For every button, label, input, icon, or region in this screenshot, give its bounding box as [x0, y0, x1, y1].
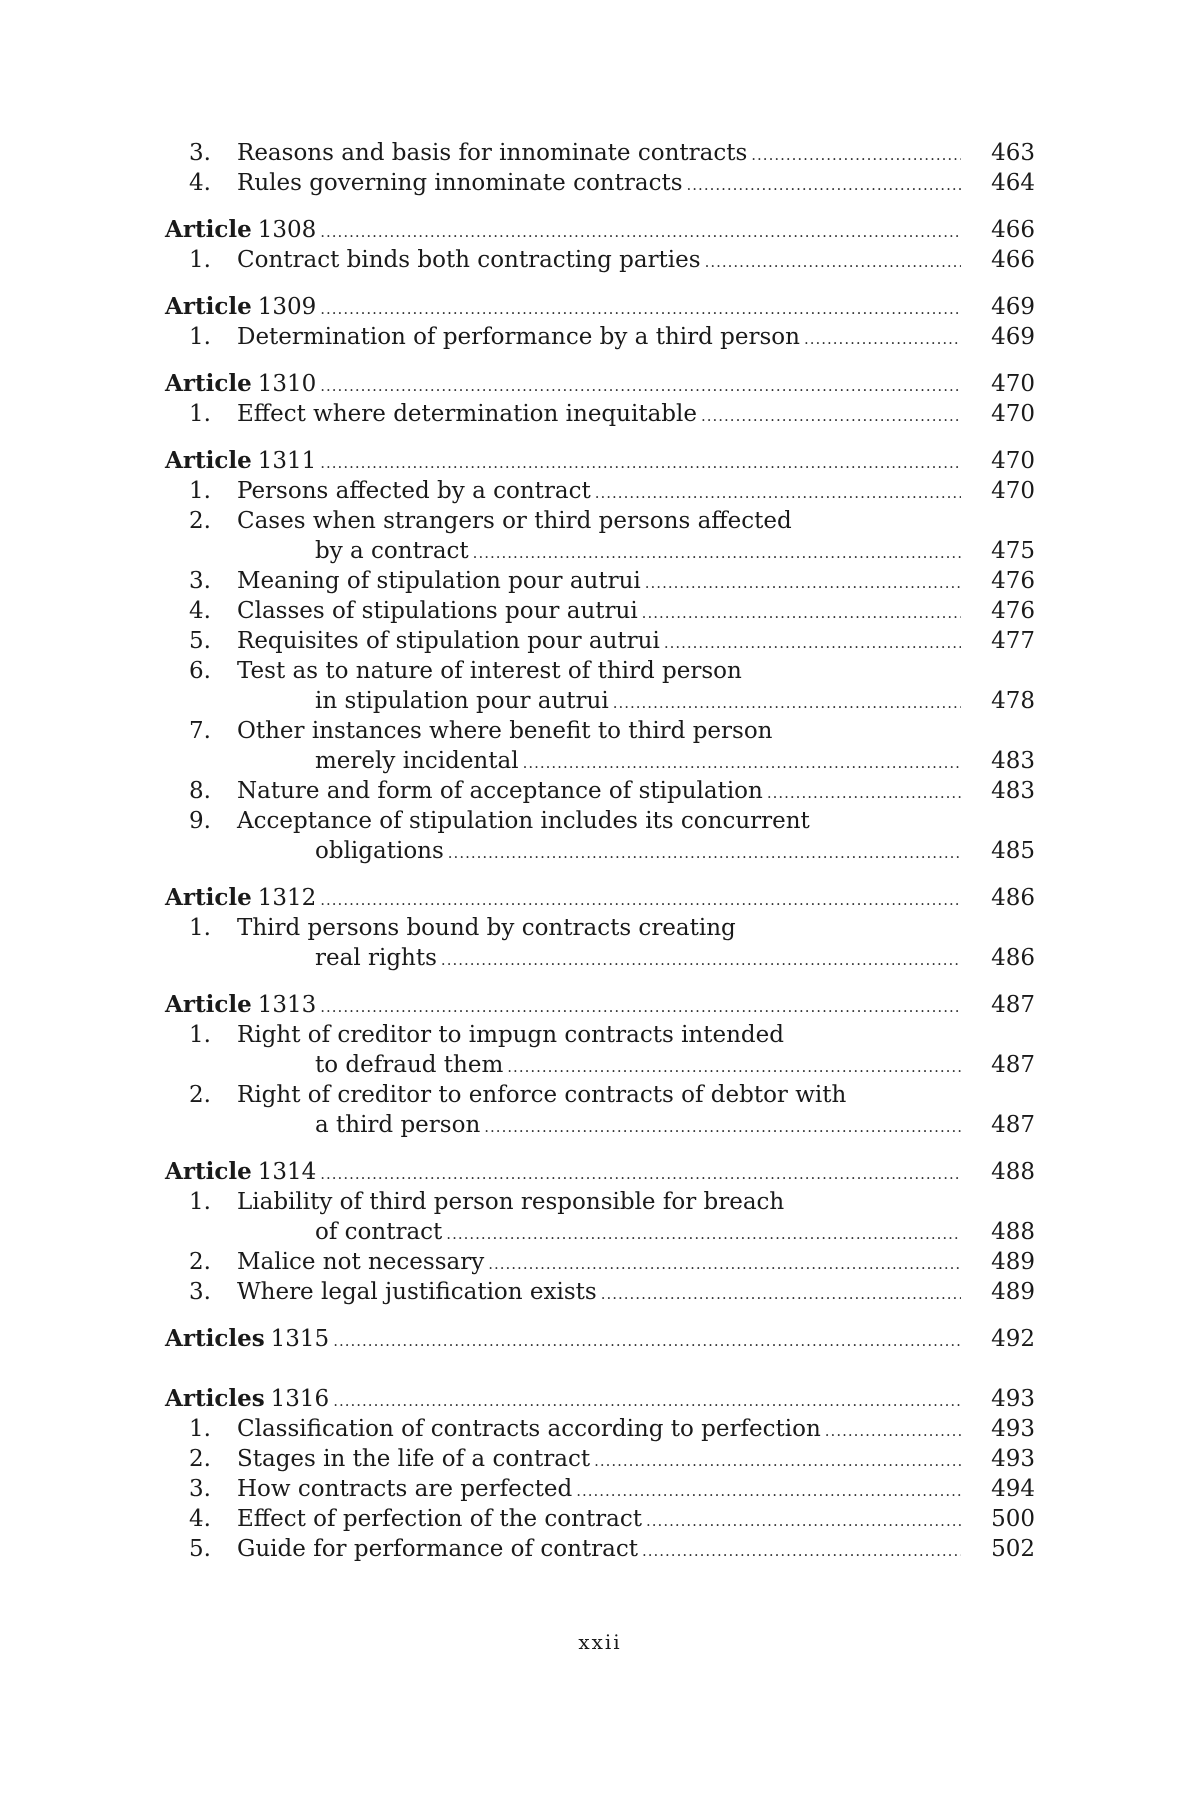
dot-leader: [767, 778, 961, 808]
toc-item-row: [165, 1187, 1035, 1217]
item-number: 4.: [189, 1506, 211, 1532]
item-title: Persons affected by a contract: [237, 478, 591, 504]
page-number: 485: [991, 838, 1035, 864]
item-number: 6.: [189, 658, 211, 684]
page-number: 470: [991, 478, 1035, 504]
item-title-continuation: a third person: [315, 1112, 481, 1138]
page-number: 489: [991, 1249, 1035, 1275]
toc-item-row: [165, 1247, 1035, 1277]
article-number: 1310: [257, 371, 317, 397]
toc-item-row: [165, 596, 1035, 626]
item-title: Third persons bound by contracts creating: [237, 915, 736, 941]
dot-leader: [687, 170, 961, 200]
dot-leader: [576, 1476, 961, 1506]
article-label: Article: [165, 884, 252, 911]
page-number: 486: [991, 885, 1035, 911]
item-title-continuation: by a contract: [315, 538, 469, 564]
dot-leader: [320, 294, 961, 324]
item-title: How contracts are perfected: [237, 1476, 573, 1502]
item-number: 3.: [189, 1279, 211, 1305]
toc-item-row: [165, 913, 1035, 943]
toc-item-row: [165, 1414, 1035, 1444]
toc-article-row: [165, 883, 1035, 913]
toc-item-row: [165, 806, 1035, 836]
page-number: 488: [991, 1159, 1035, 1185]
dot-leader: [320, 885, 961, 915]
toc-item-row: [165, 716, 1035, 746]
item-number: 1.: [189, 401, 211, 427]
page-number: 476: [991, 568, 1035, 594]
page-number: 475: [991, 538, 1035, 564]
dot-leader: [523, 748, 961, 778]
item-number: 1.: [189, 247, 211, 273]
toc-article-row: [165, 369, 1035, 399]
item-number: 2.: [189, 1082, 211, 1108]
page-number: 487: [991, 1052, 1035, 1078]
item-number: 1.: [189, 1416, 211, 1442]
toc-article-row: [165, 990, 1035, 1020]
item-title: Effect where determination inequitable: [237, 401, 697, 427]
article-label: Articles: [165, 1325, 265, 1352]
item-title: Malice not necessary: [237, 1249, 485, 1275]
page-number: 493: [991, 1416, 1035, 1442]
dot-leader: [595, 478, 961, 508]
item-number: 3.: [189, 1476, 211, 1502]
item-title: Determination of performance by a third person: [237, 324, 800, 350]
article-number: 1311: [257, 448, 317, 474]
item-title: Reasons and basis for innominate contracts: [237, 140, 748, 166]
item-title: Requisites of stipulation pour autrui: [237, 628, 660, 654]
toc-item-row: [165, 245, 1035, 275]
item-number: 9.: [189, 808, 211, 834]
article-number: 1316: [270, 1386, 330, 1412]
item-number: 1.: [189, 478, 211, 504]
article-label: Article: [165, 293, 252, 320]
article-number: 1314: [257, 1159, 317, 1185]
toc-item-continuation-row: [165, 1110, 1035, 1140]
dot-leader: [825, 1416, 961, 1446]
dot-leader: [642, 1536, 961, 1566]
page-number: 483: [991, 748, 1035, 774]
article-label: Article: [165, 370, 252, 397]
toc-item-row: [165, 476, 1035, 506]
page-number: 488: [991, 1219, 1035, 1245]
item-number: 1.: [189, 1022, 211, 1048]
toc-item-row: [165, 1444, 1035, 1474]
page-number: 466: [991, 217, 1035, 243]
page-number: 463: [991, 140, 1035, 166]
dot-leader: [645, 568, 961, 598]
dot-leader: [601, 1279, 961, 1309]
toc-item-row: [165, 1474, 1035, 1504]
toc-article-row: [165, 215, 1035, 245]
page-number: 489: [991, 1279, 1035, 1305]
item-title: Effect of perfection of the contract: [237, 1506, 643, 1532]
toc-item-row: [165, 1534, 1035, 1564]
item-title: Nature and form of acceptance of stipulation: [237, 778, 763, 804]
dot-leader: [751, 140, 961, 170]
page-number: 478: [991, 688, 1035, 714]
dot-leader: [804, 324, 961, 354]
toc-item-row: [165, 168, 1035, 198]
page-number: 466: [991, 247, 1035, 273]
item-number: 4.: [189, 598, 211, 624]
article-label: Article: [165, 216, 252, 243]
dot-leader: [320, 1159, 961, 1189]
item-title-continuation: in stipulation pour autrui: [315, 688, 609, 714]
item-number: 7.: [189, 718, 211, 744]
toc-article-row: [165, 1384, 1035, 1414]
item-number: 2.: [189, 1249, 211, 1275]
item-title: Guide for performance of contract: [237, 1536, 638, 1562]
item-title-continuation: obligations: [315, 838, 444, 864]
page-number: 493: [991, 1446, 1035, 1472]
item-number: 2.: [189, 508, 211, 534]
toc-item-continuation-row: [165, 1050, 1035, 1080]
page-number: 486: [991, 945, 1035, 971]
toc-item-row: [165, 1080, 1035, 1110]
toc-item-continuation-row: [165, 746, 1035, 776]
toc-item-continuation-row: [165, 1217, 1035, 1247]
item-number: 4.: [189, 170, 211, 196]
dot-leader: [705, 247, 961, 277]
article-number: 1309: [257, 294, 317, 320]
item-title: Test as to nature of interest of third person: [237, 658, 742, 684]
page-number: 470: [991, 401, 1035, 427]
article-number: 1308: [257, 217, 317, 243]
item-title: Classification of contracts according to perfection: [237, 1416, 821, 1442]
item-number: 8.: [189, 778, 211, 804]
dot-leader: [333, 1326, 961, 1356]
page-number-footer: xxii: [578, 1630, 622, 1654]
dot-leader: [320, 992, 961, 1022]
toc-article-row: [165, 292, 1035, 322]
article-number: 1315: [270, 1326, 330, 1352]
page-number: 502: [991, 1536, 1035, 1562]
item-number: 1.: [189, 1189, 211, 1215]
article-label: Article: [165, 991, 252, 1018]
toc-item-row: [165, 656, 1035, 686]
dot-leader: [446, 1219, 961, 1249]
dot-leader: [473, 538, 961, 568]
item-title: Right of creditor to enforce contracts of debtor with: [237, 1082, 847, 1108]
item-number: 1.: [189, 915, 211, 941]
toc-item-row: [165, 138, 1035, 168]
dot-leader: [488, 1249, 961, 1279]
dot-leader: [507, 1052, 961, 1082]
toc-item-row: [165, 776, 1035, 806]
toc-item-row: [165, 506, 1035, 536]
page-number: 477: [991, 628, 1035, 654]
item-title-continuation: of contract: [315, 1219, 443, 1245]
item-number: 5.: [189, 628, 211, 654]
dot-leader: [448, 838, 961, 868]
item-title: Meaning of stipulation pour autrui: [237, 568, 641, 594]
item-title: Stages in the life of a contract: [237, 1446, 591, 1472]
toc-item-row: [165, 1277, 1035, 1307]
item-title: Where legal justification exists: [237, 1279, 597, 1305]
dot-leader: [320, 371, 961, 401]
dot-leader: [642, 598, 961, 628]
page-number: 493: [991, 1386, 1035, 1412]
item-title-continuation: to defraud them: [315, 1052, 504, 1078]
article-number: 1313: [257, 992, 317, 1018]
item-number: 3.: [189, 568, 211, 594]
page-number: 476: [991, 598, 1035, 624]
toc-item-row: [165, 322, 1035, 352]
item-title: Right of creditor to impugn contracts intended: [237, 1022, 784, 1048]
page-number: 470: [991, 448, 1035, 474]
toc-article-row: [165, 1324, 1035, 1354]
toc-article-row: [165, 1157, 1035, 1187]
dot-leader: [664, 628, 961, 658]
page-number: 469: [991, 294, 1035, 320]
page-number: 470: [991, 371, 1035, 397]
article-label: Article: [165, 1158, 252, 1185]
toc-item-continuation-row: [165, 836, 1035, 866]
toc-item-row: [165, 626, 1035, 656]
item-title: Cases when strangers or third persons affected: [237, 508, 792, 534]
article-label: Article: [165, 447, 252, 474]
page-number: 487: [991, 1112, 1035, 1138]
item-number: 2.: [189, 1446, 211, 1472]
page-number: 487: [991, 992, 1035, 1018]
toc-item-row: [165, 1020, 1035, 1050]
toc-item-continuation-row: [165, 536, 1035, 566]
toc-item-row: [165, 399, 1035, 429]
toc-item-continuation-row: [165, 943, 1035, 973]
article-number: 1312: [257, 885, 317, 911]
page-number: 464: [991, 170, 1035, 196]
toc-item-continuation-row: [165, 686, 1035, 716]
page-number: 469: [991, 324, 1035, 350]
dot-leader: [484, 1112, 961, 1142]
dot-leader: [594, 1446, 961, 1476]
item-title-continuation: real rights: [315, 945, 437, 971]
page-number: 483: [991, 778, 1035, 804]
table-of-contents: [165, 138, 1035, 1564]
dot-leader: [646, 1506, 961, 1536]
dot-leader: [320, 448, 961, 478]
item-title: Rules governing innominate contracts: [237, 170, 683, 196]
item-title: Contract binds both contracting parties: [237, 247, 701, 273]
item-title-continuation: merely incidental: [315, 748, 519, 774]
dot-leader: [441, 945, 961, 975]
item-number: 1.: [189, 324, 211, 350]
article-label: Articles: [165, 1385, 265, 1412]
dot-leader: [613, 688, 961, 718]
page-number: 500: [991, 1506, 1035, 1532]
dot-leader: [333, 1386, 961, 1416]
item-title: Liability of third person responsible for breach: [237, 1189, 785, 1215]
toc-item-row: [165, 1504, 1035, 1534]
dot-leader: [320, 217, 961, 247]
item-title: Classes of stipulations pour autrui: [237, 598, 638, 624]
page-number: 494: [991, 1476, 1035, 1502]
item-title: Other instances where benefit to third person: [237, 718, 773, 744]
toc-article-row: [165, 446, 1035, 476]
item-title: Acceptance of stipulation includes its concurrent: [237, 808, 810, 834]
item-number: 5.: [189, 1536, 211, 1562]
page-number: 492: [991, 1326, 1035, 1352]
dot-leader: [701, 401, 961, 431]
item-number: 3.: [189, 140, 211, 166]
toc-item-row: [165, 566, 1035, 596]
